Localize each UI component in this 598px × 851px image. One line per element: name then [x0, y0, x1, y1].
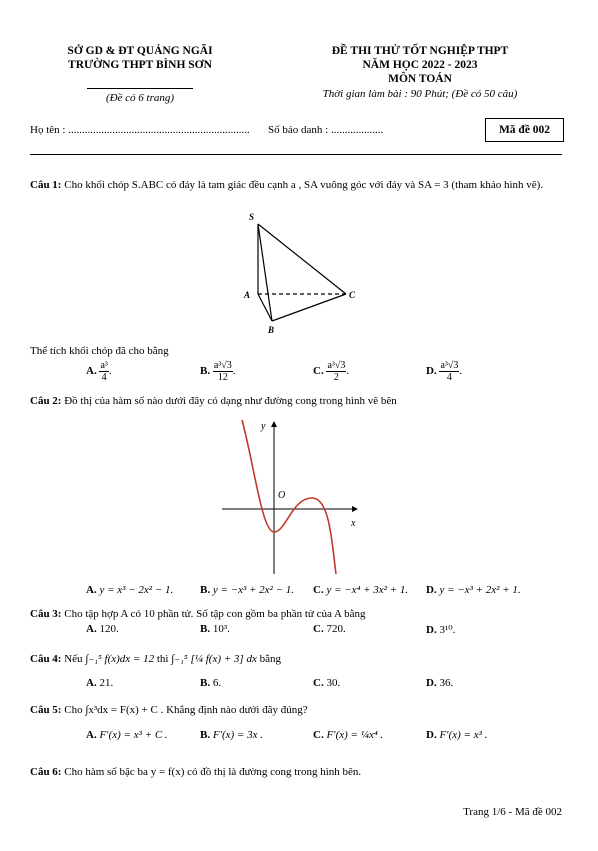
time-note: Thời gian làm bài : 90 Phút; (Đề có 50 câu) [322, 88, 518, 100]
vertex-s: S [249, 212, 255, 222]
q1-option-a[interactable]: A. $\frac{\text{a³}}{4}$ . [86, 360, 112, 383]
q1-option-c[interactable]: C. $\frac{\text{a³√3}}{2}$ . [313, 360, 350, 383]
q4-option-b[interactable]: B. 6. [200, 677, 222, 689]
q1-option-b[interactable]: B. $\frac{\text{a³√3}}{12}$ . [200, 360, 236, 383]
student-name-field: Họ tên : .................................................................. [30, 124, 250, 136]
exam-code: Mã đề 002 [485, 118, 564, 142]
x-label: x [351, 518, 356, 529]
q2-option-a[interactable]: A. y = x³ − 2x² − 1. [86, 584, 174, 596]
page-footer: Trang 1/6 - Mã đề 002 [463, 806, 562, 818]
question-5: Câu 5: Cho ∫x³dx = F(x) + C . Khẳng định nào dưới đây đúng? [30, 704, 308, 716]
cubic-graph [212, 414, 362, 579]
header-divider [87, 88, 193, 89]
q2-option-c[interactable]: C. y = −x⁴ + 3x² + 1. [313, 584, 409, 596]
edge-sc [258, 224, 346, 294]
question-1-prompt: Thể tích khối chóp đã cho bằng [30, 345, 169, 357]
department-name: SỞ GD & ĐT QUẢNG NGÃI [67, 45, 213, 57]
q2-option-b[interactable]: B. y = −x³ + 2x² − 1. [200, 584, 295, 596]
question-text: Cho khối chóp S.ABC có đáy là tam giác đều cạnh a , SA vuông góc với đáy và SA = 3 (tham khảo hình vẽ). [64, 179, 544, 191]
question-1 [30, 178, 563, 193]
pyramid-figure [230, 208, 370, 338]
subject: MÔN TOÁN [388, 73, 452, 85]
exam-title: ĐỀ THI THỬ TỐT NGHIỆP THPT [331, 45, 509, 57]
q5-option-c[interactable]: C. F′(x) = ¼x⁴ . [313, 729, 384, 741]
question-label: Câu 1: [30, 179, 62, 191]
q3-option-d[interactable]: D. 3¹⁰. [426, 624, 456, 636]
question-4: Câu 4: Nếu ∫₋₁⁵ f(x)dx = 12 thì ∫₋₁⁵ [¼ f(x) + 3] dx bằng [30, 653, 281, 665]
q1-option-d[interactable]: D. $\frac{\text{a³√3}}{4}$ . [426, 360, 463, 383]
q4-option-d[interactable]: D. 36. [426, 677, 454, 689]
origin-label: O [278, 490, 286, 501]
q5-option-b[interactable]: B. F′(x) = 3x . [200, 729, 263, 741]
question-2: Câu 2: Đồ thị của hàm số nào dưới đây có dạng như đường cong trong hình vẽ bên [30, 395, 397, 407]
vertex-c: C [349, 290, 356, 300]
school-name: TRƯỜNG THPT BÌNH SƠN [68, 59, 212, 71]
q2-option-d[interactable]: D. y = −x³ + 2x² + 1. [426, 584, 521, 596]
school-year: NĂM HỌC 2022 - 2023 [362, 59, 478, 71]
integral-given: ∫₋₁⁵ f(x)dx = 12 [85, 653, 155, 665]
cubic-curve [242, 420, 336, 574]
y-label: y [261, 421, 266, 432]
question-6: Câu 6: Cho hàm số bậc ba y = f(x) có đồ thị là đường cong trong hình bên. [30, 766, 362, 778]
q4-option-a[interactable]: A. 21. [86, 677, 114, 689]
info-divider [30, 154, 562, 155]
edge-bc [272, 294, 346, 321]
q5-option-d[interactable]: D. F′(x) = x³ . [426, 729, 488, 741]
q3-option-c[interactable]: C. 720. [313, 623, 346, 635]
q5-option-a[interactable]: A. F′(x) = x³ + C . [86, 729, 168, 741]
question-3: Câu 3: Cho tập hợp A có 10 phần tử. Số tập con gồm ba phần tử của A bằng [30, 608, 366, 620]
pages-note: (Đề có 6 trang) [105, 92, 175, 104]
vertex-a: A [244, 290, 251, 300]
q3-option-b[interactable]: B. 10³. [200, 623, 230, 635]
student-id-field: Số báo danh : ................... [268, 124, 384, 136]
q4-option-c[interactable]: C. 30. [313, 677, 341, 689]
q3-option-a[interactable]: A. 120. [86, 623, 119, 635]
vertex-b: B [268, 325, 275, 335]
integral-asked: ∫₋₁⁵ [¼ f(x) + 3] dx [171, 653, 257, 665]
